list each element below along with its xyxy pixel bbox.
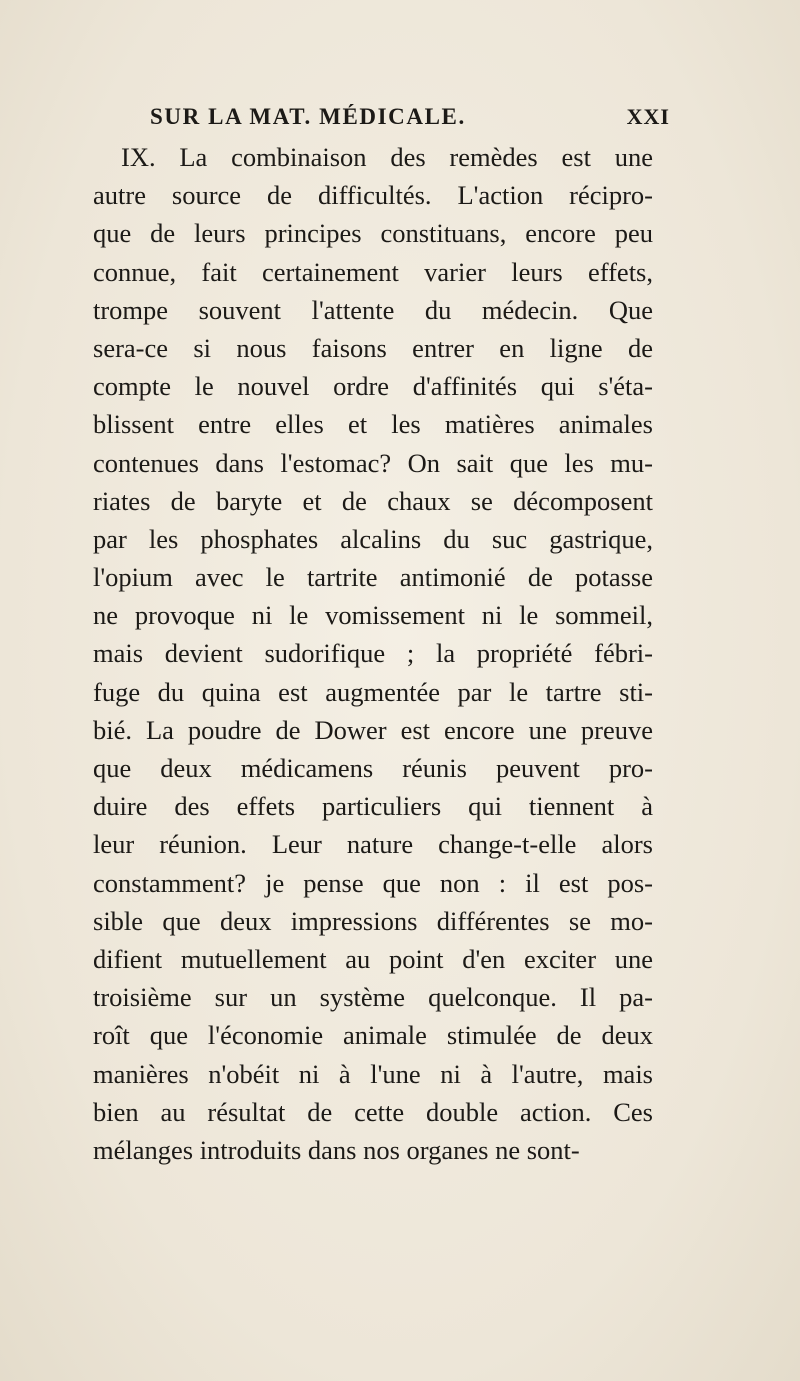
text-line: constamment? je pense que non : il est pos-	[93, 867, 653, 898]
text-line: bien au résultat de cette double action. Ces	[93, 1096, 653, 1127]
page-number: XXI	[626, 104, 670, 129]
text-line: sible que deux impressions différentes se mo-	[93, 905, 653, 936]
text-line: riates de baryte et de chaux se décomposent	[93, 485, 653, 516]
text-line: autre source de difficultés. L'action récipro-	[93, 180, 653, 211]
text-line: ne provoque ni le vomissement ni le sommeil,	[93, 600, 653, 631]
text-line: l'opium avec le tartrite antimonié de potasse	[93, 562, 653, 593]
text-line: que de leurs principes constituans, encore peu	[93, 218, 653, 249]
text-line: compte le nouvel ordre d'affinités qui s'éta-	[93, 371, 653, 402]
text-line: blissent entre elles et les matières animales	[93, 409, 653, 440]
text-line: par les phosphates alcalins du suc gastrique,	[93, 523, 653, 554]
text-line: trompe souvent l'attente du médecin. Que	[93, 294, 653, 325]
text-line: troisième sur un système quelconque. Il pa-	[93, 982, 653, 1013]
text-line: leur réunion. Leur nature change-t-elle alors	[93, 829, 653, 860]
text-line: roît que l'économie animale stimulée de deux	[93, 1020, 653, 1051]
text-line: contenues dans l'estomac? On sait que les mu-	[93, 447, 653, 478]
text-line: mélanges introduits dans nos organes ne sont-	[93, 1134, 580, 1165]
body-text	[93, 138, 653, 1169]
text-line: difient mutuellement au point d'en exciter une	[93, 943, 653, 974]
running-title: SUR LA MAT. MÉDICALE.	[150, 104, 466, 129]
text-line: manières n'obéit ni à l'une ni à l'autre, mais	[93, 1058, 653, 1089]
text-line: fuge du quina est augmentée par le tartre sti-	[93, 676, 653, 707]
text-line: IX. La combinaison des remèdes est une	[121, 142, 653, 172]
text-line: que deux médicamens réunis peuvent pro-	[93, 753, 653, 783]
text-line: bié. La poudre de Dower est encore une preuve	[93, 714, 653, 745]
running-head	[150, 104, 670, 134]
text-line: mais devient sudorifique ; la propriété fébri-	[93, 638, 653, 669]
text-line: sera-ce si nous faisons entrer en ligne de	[93, 332, 653, 363]
text-line: connue, fait certainement varier leurs effets,	[93, 256, 653, 287]
text-line: duire des effets particuliers qui tiennent à	[93, 791, 653, 822]
